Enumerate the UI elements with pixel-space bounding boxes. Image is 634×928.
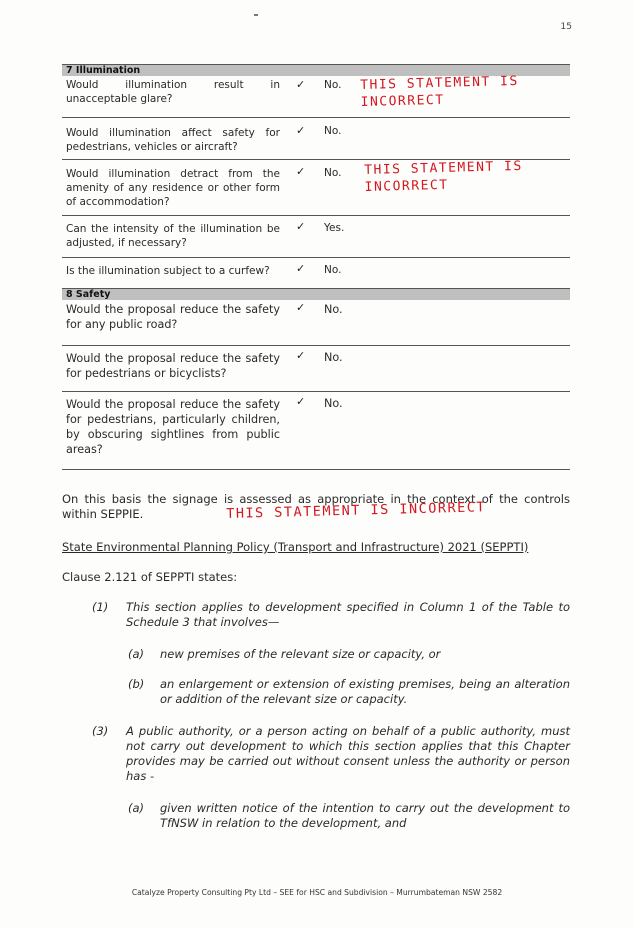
table-row xyxy=(62,300,570,346)
answer-text: No. xyxy=(324,264,342,276)
policy-heading: State Environmental Planning Policy (Transport and Infrastructure) 2021 (SEPPTI) xyxy=(62,540,529,554)
clause-text: new premises of the relevant size or capacity, or xyxy=(160,647,441,661)
handwritten-annotation xyxy=(364,158,523,196)
tick-mark: ✓ xyxy=(296,349,306,362)
page-number: 15 xyxy=(560,22,572,32)
tick-mark: ✓ xyxy=(296,165,306,178)
conclusion-paragraph: On this basis the signage is assessed as appropriate in the context of the controls within SEPPIE. xyxy=(62,492,570,521)
answer-text: Yes. xyxy=(324,222,345,234)
table-row xyxy=(62,118,570,160)
handwritten-annotation: THIS STATEMENT IS INCORRECT xyxy=(226,499,487,522)
question-text: Would the proposal reduce the safety for pedestrians or bicyclists? xyxy=(66,352,280,380)
table-row xyxy=(62,392,570,470)
answer-text: No. xyxy=(324,125,342,137)
clause-number: (b) xyxy=(128,677,145,691)
answer-text: No. xyxy=(324,397,343,410)
tick-mark: ✓ xyxy=(296,301,306,314)
question-text: Would illumination affect safety for pedestrians, vehicles or aircraft? xyxy=(66,127,280,153)
table-row xyxy=(62,216,570,258)
annotation-line: THIS STATEMENT IS xyxy=(364,158,523,178)
annotation-line: INCORRECT xyxy=(360,92,445,110)
clause-number: (a) xyxy=(128,801,145,815)
table-row xyxy=(62,258,570,288)
table-row xyxy=(62,73,570,118)
annotation-line: INCORRECT xyxy=(364,177,449,195)
tick-mark: ✓ xyxy=(296,262,306,275)
question-text: Would the proposal reduce the safety for any public road? xyxy=(66,303,280,331)
question-text: Is the illumination subject to a curfew? xyxy=(66,265,270,277)
clause-text: A public authority, or a person acting on behalf of a public authority, must not carry out development to which this section applies that this Chapter provides may be carried out without consent unless the authority or person has - xyxy=(126,724,570,783)
clause-text: an enlargement or extension of existing premises, being an alteration or addition of the relevant size or capacity. xyxy=(160,677,570,706)
clause-number: (3) xyxy=(92,724,109,738)
question-text: Would illumination detract from the amenity of any residence or other form of accommodation? xyxy=(66,168,280,208)
tick-mark: ✓ xyxy=(296,78,306,91)
answer-text: No. xyxy=(324,79,342,91)
tick-mark: ✓ xyxy=(296,395,306,408)
answer-text: No. xyxy=(324,167,342,179)
assessment-table xyxy=(62,64,570,470)
question-text: Can the intensity of the illumination be adjusted, if necessary? xyxy=(66,223,280,249)
tick-mark: ✓ xyxy=(296,124,306,137)
table-row xyxy=(62,346,570,392)
clause-intro: Clause 2.121 of SEPPTI states: xyxy=(62,570,238,584)
question-text: Would the proposal reduce the safety for pedestrians, particularly children, by obscuring sightlines from public areas? xyxy=(66,398,280,456)
clause-number: (1) xyxy=(92,600,109,614)
tick-mark: ✓ xyxy=(296,220,306,233)
section-heading-illumination: 7 Illumination xyxy=(62,64,570,76)
clause-text: This section applies to development specified in Column 1 of the Table to Schedule 3 that involves— xyxy=(126,600,570,629)
annotation-line: THIS STATEMENT IS xyxy=(360,73,519,93)
question-text: Would illumination result in unacceptable glare? xyxy=(66,79,280,105)
table-row xyxy=(62,160,570,216)
page-footer: Catalyze Property Consulting Pty Ltd – SEE for HSC and Subdivision – Murrumbateman NSW 2582 xyxy=(131,888,503,897)
section-heading-safety: 8 Safety xyxy=(62,288,570,300)
answer-text: No. xyxy=(324,351,343,364)
answer-text: No. xyxy=(324,303,343,316)
handwritten-annotation xyxy=(360,73,519,111)
clause-number: (a) xyxy=(128,647,145,661)
scan-mark xyxy=(254,14,258,16)
clause-text: given written notice of the intention to carry out the development to TfNSW in relation to the development, and xyxy=(160,801,570,830)
